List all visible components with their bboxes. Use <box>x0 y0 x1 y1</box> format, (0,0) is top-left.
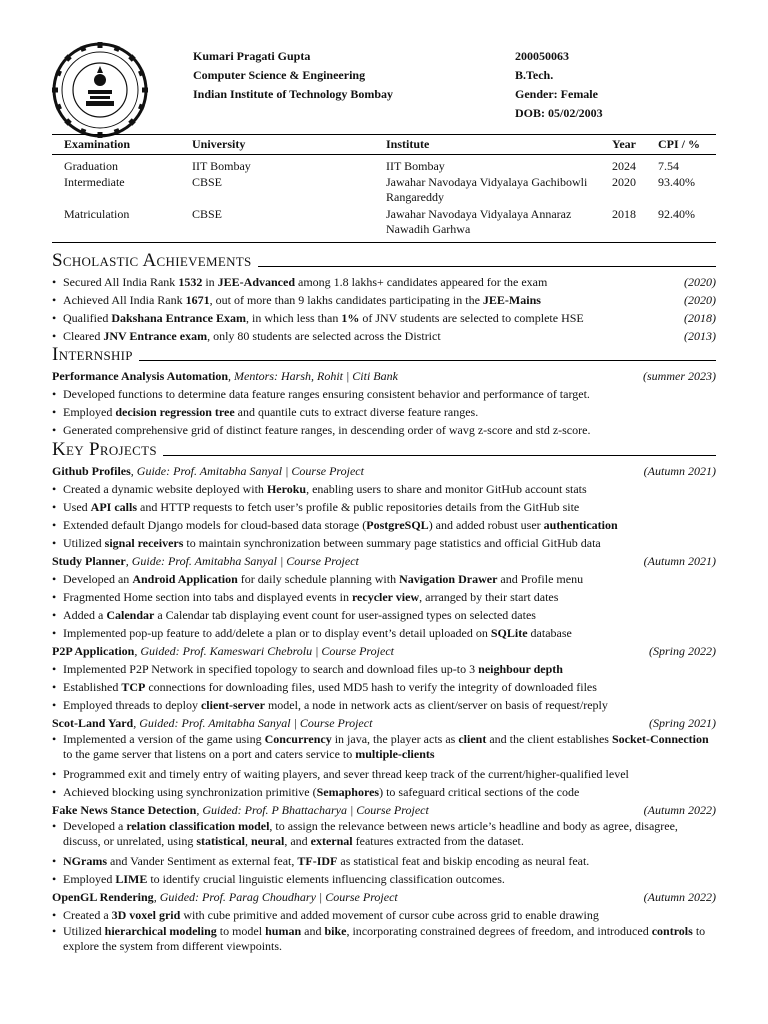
project-guide: , Guide: Prof. Amitabha Sanyal | Course Project <box>130 464 364 478</box>
institute-cell: IIT Bombay <box>386 159 445 173</box>
project-bullet: • Utilized hierarchical modeling to model human and bike, incorporating constrained degrees of freedom, and introduced controls to explore the system from different viewpoints. <box>52 924 716 954</box>
score-cell: 93.40% <box>658 174 695 189</box>
university-cell: CBSE <box>192 174 223 189</box>
project-bullet: • Created a 3D voxel grid with cube primitive and added movement of cursor cube across grid to enable drawing <box>52 906 716 924</box>
project-bullet: • Achieved blocking using synchronization primitive (Semaphores) to safeguard critical sections of the code <box>52 783 716 801</box>
student-name: Kumari Pragati Gupta <box>193 49 311 63</box>
project-guide: , Guided: Prof. Kameswari Chebrolu | Course Project <box>134 644 394 658</box>
achievement-item <box>52 327 716 345</box>
project-date: (Autumn 2022) <box>643 803 716 817</box>
project-bullet: • Programmed exit and timely entry of waiting players, and sever thread keep track of the current/higher-qualified level <box>52 765 716 783</box>
project-date: (Autumn 2021) <box>643 464 716 478</box>
project-date: (Spring 2022) <box>649 644 716 658</box>
year-cell: 2018 <box>600 207 646 243</box>
internship-block <box>52 367 716 439</box>
project-bullet: • Employed LIME to identify crucial linguistic elements influencing classification outcomes. <box>52 870 716 888</box>
internship-title-row <box>52 367 716 385</box>
institute-name: Indian Institute of Technology Bombay <box>193 87 394 101</box>
achievement-year: (2018) <box>684 311 716 325</box>
project-title: Scot-Land Yard <box>52 716 134 730</box>
achievement-year: (2020) <box>684 293 716 307</box>
project-title: Fake News Stance Detection <box>52 803 197 817</box>
project-title-row <box>52 462 716 480</box>
internship-bullet: • Employed decision regression tree and quantile cuts to extract diverse feature ranges. <box>52 403 716 421</box>
header-right <box>515 47 603 123</box>
header-left <box>193 47 393 104</box>
project-title-row <box>52 801 716 819</box>
university-cell: IIT Bombay <box>192 159 251 173</box>
institute-cell: Jawahar Navodaya Vidyalaya Gachibowli Rangareddy <box>386 174 588 204</box>
exam-cell: Intermediate <box>64 174 125 189</box>
project-bullet: • Implemented pop-up feature to add/delete a plan or to display event’s detail uploaded on SQLite database <box>52 624 716 642</box>
roll-number: 200050063 <box>515 49 569 63</box>
project-item <box>52 552 716 642</box>
achievement-text: • Qualified Dakshana Entrance Exam, in which less than 1% of JNV students are selected to complete HSE <box>63 311 584 325</box>
project-title-row <box>52 888 716 906</box>
project-bullet: • Employed threads to deploy client-server model, a node in network acts as client/server on basis of request/reply <box>52 696 716 714</box>
achievement-item <box>52 273 716 291</box>
achievement-text: • Achieved All India Rank 1671, out of more than 9 lakhs candidates participating in the JEE-Mains <box>63 293 541 307</box>
project-date: (Spring 2021) <box>649 716 716 730</box>
project-title: P2P Application <box>52 644 135 658</box>
exam-cell: Matriculation <box>52 207 180 243</box>
project-bullet: • Created a dynamic website deployed with Heroku, enabling users to share and monitor GitHub account stats <box>52 480 716 498</box>
department: Computer Science & Engineering <box>193 68 366 82</box>
project-bullet: • Implemented a version of the game using Concurrency in java, the player acts as client and the client establishes Socket-Connection to the game server that listens on a port and caters service to multiple-clients <box>52 732 716 762</box>
column-header: Examination <box>52 135 180 155</box>
year-cell: 2020 <box>612 174 636 189</box>
column-header: Institute <box>374 135 600 155</box>
project-title: Github Profiles <box>52 464 131 478</box>
project-bullet: • Utilized signal receivers to maintain synchronization between summary page statistics and official GitHub data <box>52 534 716 552</box>
dob: DOB: 05/02/2003 <box>515 106 603 120</box>
project-title-row <box>52 714 716 732</box>
projects-list <box>52 462 716 957</box>
table-row <box>52 207 716 243</box>
achievement-item <box>52 309 716 327</box>
table-row <box>52 155 716 175</box>
section-heading-projects: Key Projects <box>52 439 716 461</box>
achievement-year: (2020) <box>684 275 716 289</box>
section-heading-scholastic: Scholastic Achievements <box>52 250 716 272</box>
project-bullet: • Fragmented Home section into tabs and displayed events in recycler view, arranged by their start dates <box>52 588 716 606</box>
project-item <box>52 714 716 801</box>
column-header: CPI / % <box>646 135 716 155</box>
internship-date: (summer 2023) <box>643 369 716 383</box>
project-item <box>52 462 716 552</box>
internship-mentors: , Mentors: Harsh, Rohit | Citi Bank <box>228 369 398 383</box>
project-date: (Autumn 2021) <box>643 554 716 568</box>
project-bullet: • Developed a relation classification model, to assign the relevance between news article’s headline and body as agree, disagree, discuss, or unrelated, using statistical, neural, and external features extracted from the dataset. <box>52 819 716 849</box>
section-heading-internship: Internship <box>52 344 716 366</box>
score-cell: 7.54 <box>658 159 679 173</box>
project-bullet: • Established TCP connections for downloading files, used MD5 hash to verify the integrity of downloaded files <box>52 678 716 696</box>
gender: Gender: Female <box>515 87 598 101</box>
scholastic-list <box>52 273 716 345</box>
iit-bombay-logo <box>50 40 150 140</box>
achievement-item <box>52 291 716 309</box>
project-title-row <box>52 552 716 570</box>
education-table <box>52 134 716 243</box>
score-cell: 92.40% <box>646 207 716 243</box>
institute-cell: Jawahar Navodaya Vidyalaya Annaraz Nawadih Garhwa <box>374 207 600 243</box>
project-title: Study Planner <box>52 554 126 568</box>
project-guide: , Guide: Prof. Amitabha Sanyal | Course Project <box>125 554 359 568</box>
internship-bullet: • Generated comprehensive grid of distinct feature ranges, in descending order of wavg z-score and std z-score. <box>52 421 716 439</box>
project-title: OpenGL Rendering <box>52 890 154 904</box>
project-bullet: • Used API calls and HTTP requests to fetch user’s profile & public repositories details from the GitHub site <box>52 498 716 516</box>
project-item <box>52 801 716 888</box>
achievement-text: • Secured All India Rank 1532 in JEE-Advanced among 1.8 lakhs+ candidates appeared for the exam <box>63 275 548 289</box>
project-bullet: • Developed an Android Application for daily schedule planning with Navigation Drawer and Profile menu <box>52 570 716 588</box>
project-bullet: • Implemented P2P Network in specified topology to search and download files up-to 3 neighbour depth <box>52 660 716 678</box>
university-cell: CBSE <box>180 207 374 243</box>
project-title-row <box>52 642 716 660</box>
degree: B.Tech. <box>515 68 554 82</box>
year-cell: 2024 <box>612 159 636 173</box>
table-header-row <box>52 135 716 155</box>
internship-title: Performance Analysis Automation <box>52 369 228 383</box>
project-bullet: • NGrams and Vander Sentiment as external feat, TF-IDF as statistical feat and biskip encoding as neural feat. <box>52 852 716 870</box>
project-bullet: • Extended default Django models for cloud-based data storage (PostgreSQL) and added robust user authentication <box>52 516 716 534</box>
exam-cell: Graduation <box>64 159 118 173</box>
achievement-year: (2013) <box>684 329 716 343</box>
achievement-text: • Cleared JNV Entrance exam, only 80 students are selected across the District <box>63 329 441 343</box>
column-header: Year <box>600 135 646 155</box>
project-bullet: • Added a Calendar a Calendar tab displaying event count for user-assigned types on selected dates <box>52 606 716 624</box>
internship-bullet: • Developed functions to determine data feature ranges ensuring consistent behavior and performance of target. <box>52 385 716 403</box>
column-header: University <box>180 135 374 155</box>
project-guide: , Guided: Prof. Parag Choudhary | Course Project <box>153 890 398 904</box>
project-guide: , Guided: Prof. P Bhattacharya | Course Project <box>196 803 429 817</box>
project-item <box>52 888 716 954</box>
project-item <box>52 642 716 714</box>
table-row <box>52 175 716 207</box>
project-date: (Autumn 2022) <box>643 890 716 904</box>
project-guide: , Guided: Prof. Amitabha Sanyal | Course Project <box>133 716 373 730</box>
